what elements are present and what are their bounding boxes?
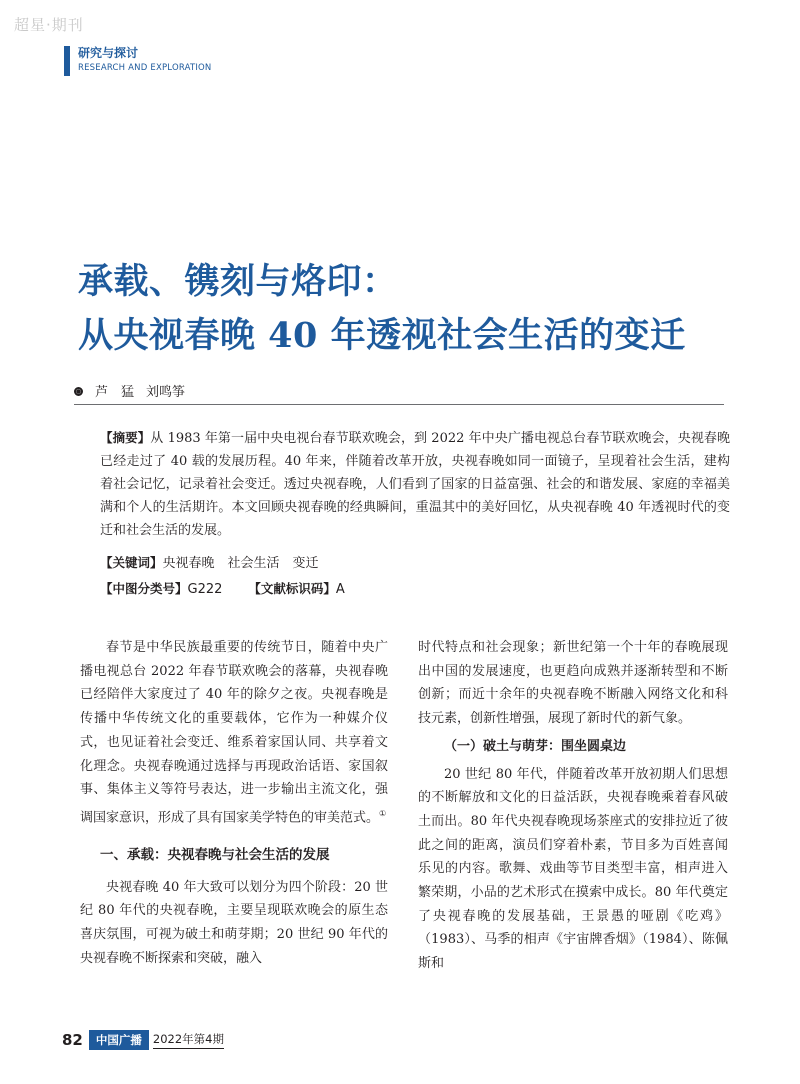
- article-title: [78, 255, 758, 363]
- column-tag-cn: 研究与探讨: [78, 46, 139, 60]
- classification: [100, 578, 730, 601]
- keywords: [100, 552, 730, 575]
- paragraph-1: [80, 636, 388, 830]
- page-number: 82: [62, 1031, 83, 1049]
- keywords-text: 央视春晚 社会生活 变迁: [162, 556, 319, 571]
- author-1: 芦 猛: [95, 385, 135, 400]
- authors: [74, 381, 185, 400]
- keywords-label: 【关键词】: [100, 555, 163, 570]
- column-tag: [64, 46, 212, 76]
- doc-code-label: 【文献标识码】: [248, 581, 336, 596]
- clc-label: 【中图分类号】: [100, 581, 188, 596]
- column-tag-en: RESEARCH AND EXPLORATION: [78, 63, 212, 73]
- paragraph-3: 时代特点和社会现象；新世纪第一个十年的春晚展现出中国的发展速度，也更趋向成熟并逐渐转型和不断创新；而近十余年的央视春晚不断融入网络文化和科技元素，创新性增强，展现了新时代的新气象。: [418, 640, 728, 727]
- paragraph-2: 央视春晚 40 年大致可以划分为四个阶段：20 世纪 80 年代的央视春晚，主要呈现联欢晚会的原生态喜庆氛围，可视为破土和萌芽期；20 世纪 90 年代的央视春晚不断探索和突破，融入: [80, 879, 388, 966]
- right-column: [418, 636, 728, 976]
- abstract: [100, 426, 730, 542]
- doc-code-value: A: [335, 582, 345, 597]
- page-footer: [62, 1030, 224, 1050]
- footnote-marker: ①: [379, 808, 387, 818]
- journal-name: 中国广播: [89, 1030, 149, 1050]
- title-line-2: 从央视春晚 40 年透视社会生活的变迁: [78, 315, 686, 356]
- divider: [74, 404, 724, 405]
- author-bullet-icon: [74, 387, 83, 396]
- section-heading-1: 一、承载：央视春晚与社会生活的发展: [100, 846, 330, 863]
- paragraph-4: 20 世纪 80 年代，伴随着改革开放初期人们思想的不断解放和文化的日益活跃，央视春晚乘着春风破土而出。80 年代央视春晚现场茶座式的安排拉近了彼此之间的距离，演员们穿着朴素，节目多为百姓喜闻乐见的内容。歌舞、戏曲等节目类型丰富，相声进入繁荣期，小品的艺术形式在摸索中成长。80 年代奠定了央视春晚的发展基础，王景愚的哑剧《吃鸡》（1983）、马季的相声《宇宙牌香烟》（1984）、陈佩斯和: [418, 766, 728, 972]
- abstract-label: 【摘要】: [100, 430, 151, 445]
- abstract-text: 从 1983 年第一届中央电视台春节联欢晚会，到 2022 年中央广播电视总台春节联欢晚会，央视春晚已经走过了 40 载的发展历程。40 年来，伴随着改革开放，央视春晚如同一面镜子，呈现着社会生活，建构着社会记忆，记录着社会变迁。透过央视春晚，人们看到了国家的日益富强、社会的和谐发展、家庭的幸福美满和个人的生活期许。本文回顾央视春晚的经典瞬间，重温其中的美好回忆，从央视春晚 40 年透视时代的变迁和社会生活的发展。: [100, 431, 730, 538]
- issue-label: 2022年第4期: [153, 1031, 224, 1049]
- clc-value: G222: [187, 582, 223, 597]
- watermark: 超星·期刊: [14, 16, 84, 34]
- author-2: 刘鸣筝: [146, 385, 186, 400]
- paragraph-1-text: 春节是中华民族最重要的传统节日，随着中央广播电视总台 2022 年春节联欢晚会的落幕，央视春晚已经陪伴大家度过了 40 年的除夕之夜。央视春晚是传播中华传统文化的重要载体，它作为一种媒介仪式，也见证着社会变迁、维系着家国认同、共享着文化理念。央视春晚通过选择与再现政治话语、家国叙事、集体主义等符号表达，进一步输出主流文化，强调国家意识，形成了具有国家美学特色的审美范式。: [80, 640, 388, 826]
- subsection-heading-1: （一）破土与萌芽：围坐圆桌边: [444, 738, 627, 754]
- title-line-1: 承载、镌刻与烙印：: [78, 261, 398, 302]
- left-column: [80, 636, 388, 970]
